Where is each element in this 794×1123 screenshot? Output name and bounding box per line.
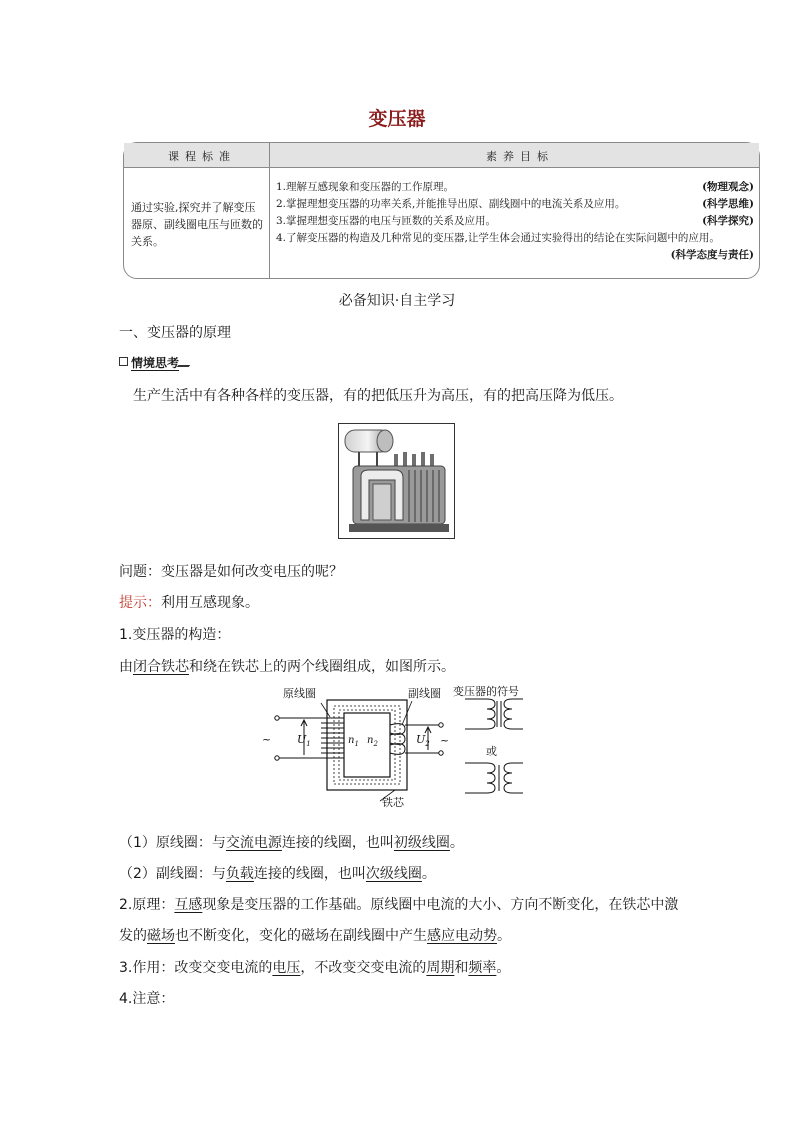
heading-principle: 一、变压器的原理 bbox=[119, 325, 231, 341]
section-header: 必备知识·自主学习 bbox=[338, 293, 456, 309]
goal-row: 3.掌握理想变压器的电压与匝数的关系及应用。 (科学探究) bbox=[276, 215, 754, 227]
context-label: 情境思考 bbox=[119, 354, 192, 371]
hint-text: 利用互感现象。 bbox=[161, 595, 259, 611]
principle-line-1: 2.原理：互感现象是变压器的工作基础。原线圈中电流的大小、方向不断变化，在铁芯中激 bbox=[119, 897, 679, 913]
square-icon bbox=[119, 357, 128, 366]
secondary-coil-label: 副线圈 bbox=[408, 687, 441, 700]
standards-table bbox=[123, 142, 760, 279]
course-standard-text: 通过实验,探究并了解变压器原、副线圈电压与匝数的关系。 bbox=[131, 201, 263, 248]
ac-source-symbol: ~ bbox=[262, 733, 272, 746]
primary-coil-item: （1）原线圈：与交流电源连接的线圈，也叫初级线圈。 bbox=[119, 835, 464, 851]
n2-symbol: $n_2$ bbox=[367, 735, 378, 748]
literacy-goal-header: 素养目标 bbox=[486, 150, 554, 163]
principle-line-2: 发的磁场也不断变化，变化的磁场在副线圈中产生感应电动势。 bbox=[119, 928, 511, 944]
page-title: 变压器 bbox=[368, 108, 426, 130]
goal-row: 4.了解变压器的构造及几种常见的变压器,让学生体会通过实验得出的结论在实际问题中的应用。 bbox=[276, 232, 720, 244]
function-line: 3.作用：改变交变电流的电压，不改变交变电流的周期和频率。 bbox=[119, 960, 511, 976]
ac-output-symbol: ~ bbox=[440, 734, 450, 747]
goal-row: 1.理解互感现象和变压器的工作原理。 (物理观念) bbox=[276, 181, 754, 193]
n1-symbol: $n_1$ bbox=[348, 735, 359, 748]
hint-label: 提示： bbox=[119, 595, 161, 611]
goal-row: 2.掌握理想变压器的功率关系,并能推导出原、副线圈中的电流关系及应用。 (科学思维) bbox=[276, 198, 754, 210]
core-label: 铁芯 bbox=[382, 796, 404, 809]
transformer-diagram bbox=[262, 683, 530, 809]
secondary-coil-item: （2）副线圈：与负载连接的线圈，也叫次级线圈。 bbox=[119, 866, 436, 882]
note-heading: 4.注意： bbox=[119, 991, 175, 1007]
or-label: 或 bbox=[486, 745, 497, 758]
context-text: 生产生活中有各种各样的变压器，有的把低压升为高压，有的把高压降为低压。 bbox=[133, 388, 623, 404]
symbol-title: 变压器的符号 bbox=[453, 685, 519, 698]
goals-list bbox=[276, 179, 754, 264]
goal-row: (科学态度与责任) bbox=[670, 249, 754, 261]
question-text: 问题：变压器是如何改变电压的呢？ bbox=[119, 564, 343, 580]
u2-symbol: $U_2$ bbox=[416, 733, 430, 748]
course-standard-header: 课程标准 bbox=[168, 150, 236, 163]
column-divider bbox=[269, 143, 270, 278]
hint-line bbox=[119, 592, 259, 612]
table-header bbox=[124, 143, 759, 168]
construction-heading: 1.变压器的构造： bbox=[119, 627, 231, 643]
swoosh-icon bbox=[177, 359, 196, 367]
construction-intro: 由闭合铁芯和绕在铁芯上的两个线圈组成，如图所示。 bbox=[119, 659, 455, 675]
transformer-photo bbox=[338, 423, 455, 539]
primary-coil-label: 原线圈 bbox=[283, 687, 316, 700]
u1-symbol: $U_1$ bbox=[297, 733, 311, 748]
